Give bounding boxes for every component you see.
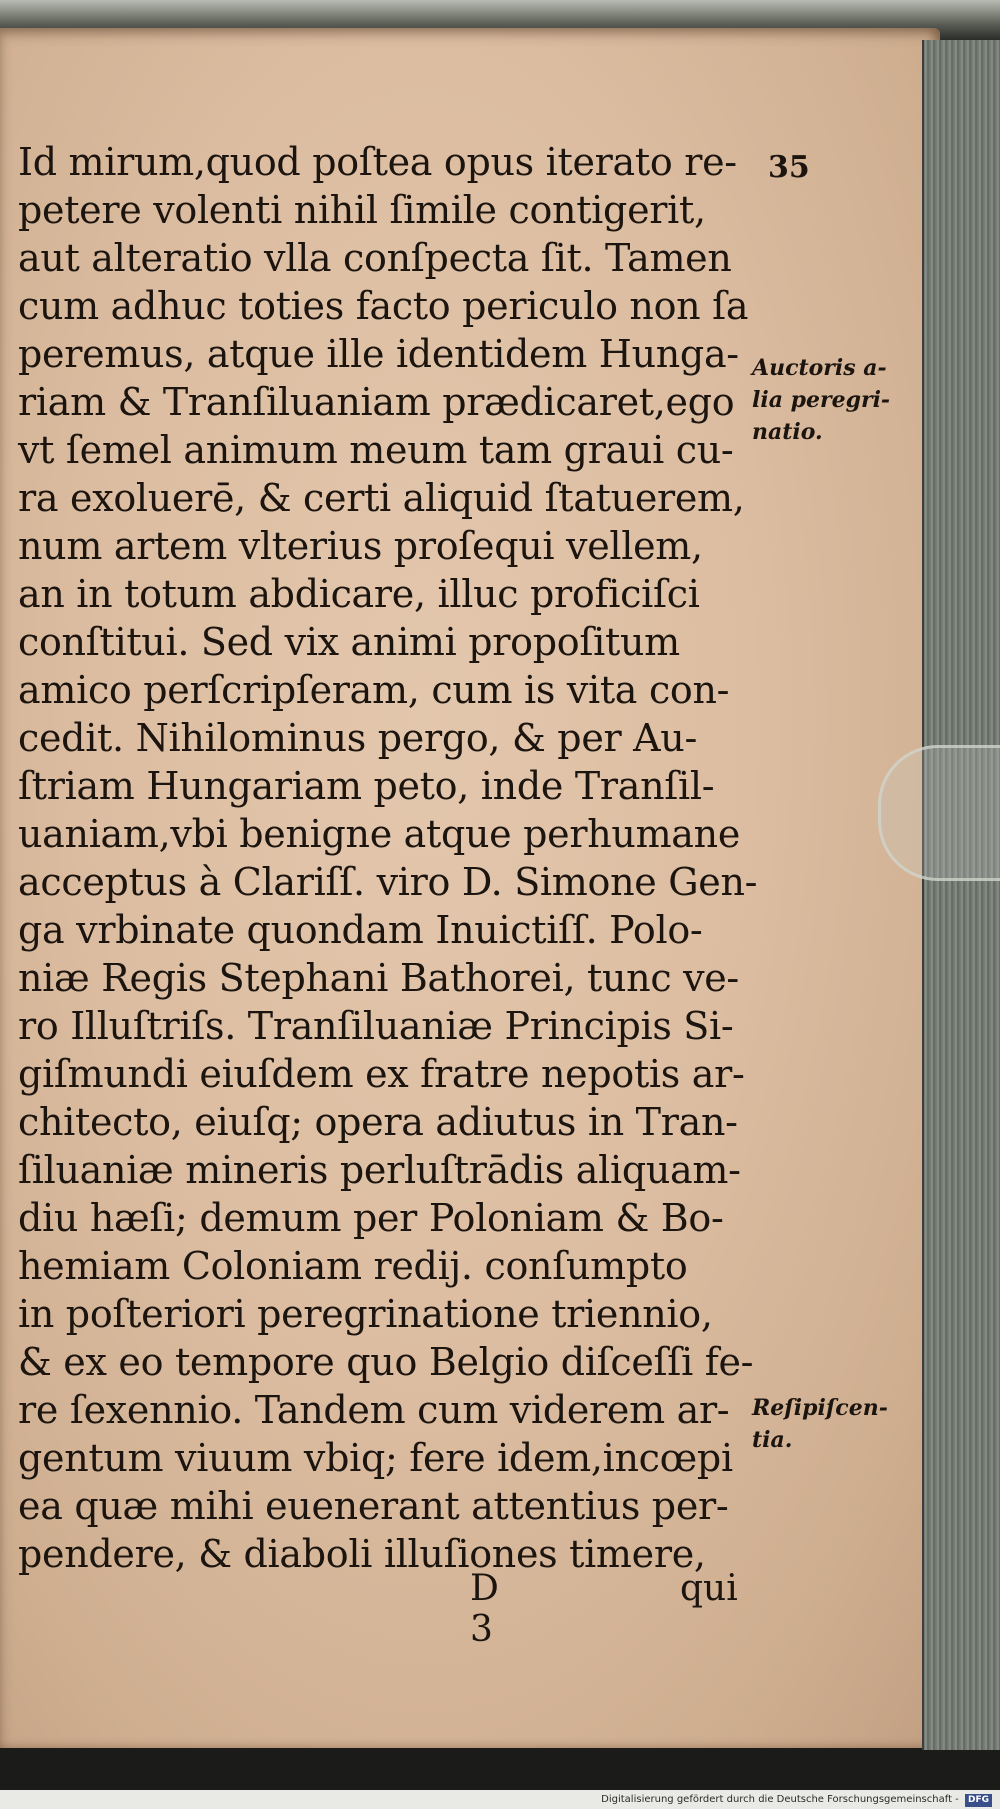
text-line: peremus, atque ille identidem Hunga- [18, 332, 739, 376]
text-line: conſtitui. Sed vix animi propoſitum [18, 620, 680, 664]
text-line: cedit. Nihilominus pergo, & per Au- [18, 716, 698, 760]
text-line: Id mirum,quod poſtea opus iterato re- [18, 140, 737, 184]
text-line: ro Illuſtriſs. Tranſiluaniæ Principis Si- [18, 1004, 734, 1048]
dfg-logo: DFG [965, 1794, 992, 1807]
text-line: & ex eo tempore quo Belgio diſceſſi fe- [18, 1340, 754, 1384]
text-line: vt ſemel animum meum tam graui cu- [18, 428, 734, 472]
margin-note-line: lia peregri- [752, 387, 891, 413]
catchword: qui [680, 1568, 738, 1609]
page-clip [878, 745, 1000, 881]
funding-credit [601, 1790, 992, 1809]
text-line: diu hæſi; demum per Poloniam & Bo- [18, 1196, 724, 1240]
signature-mark: D 3 [470, 1568, 499, 1650]
folio-number: 35 [768, 150, 810, 185]
text-line: ſtriam Hungariam peto, inde Tranſil- [18, 764, 715, 808]
margin-note-line: Reſipiſcen- [752, 1395, 888, 1421]
text-line: petere volenti nihil ſimile contigerit, [18, 188, 706, 232]
text-line: uaniam,vbi benigne atque perhumane [18, 812, 741, 856]
text-line: acceptus à Clariſſ. viro D. Simone Gen- [18, 860, 758, 904]
text-line: ea quæ mihi euenerant attentius per- [18, 1484, 729, 1528]
margin-note-peregrinatio [752, 352, 912, 448]
text-line: num artem vlterius proſequi vellem, [18, 524, 703, 568]
text-line: ra exoluerē, & certi aliquid ſtatuerem, [18, 476, 745, 520]
text-line: amico perſcripſeram, cum is vita con- [18, 668, 730, 712]
text-line: chitecto, eiuſq; opera adiutus in Tran- [18, 1100, 738, 1144]
text-line: gentum viuum vbiq; fere idem,incœpi [18, 1436, 733, 1480]
text-line: giſmundi eiuſdem ex fratre nepotis ar- [18, 1052, 745, 1096]
text-line: riam & Tranſiluaniam prædicaret,ego [18, 380, 735, 424]
text-line: ga vrbinate quondam Inuictiſſ. Polo- [18, 908, 703, 952]
text-line: niæ Regis Stephani Bathorei, tunc ve- [18, 956, 739, 1000]
margin-note-line: natio. [752, 419, 823, 445]
text-line: in poſteriori peregrinatione triennio, [18, 1292, 713, 1336]
text-line: aut alteratio vlla conſpecta ſit. Tamen [18, 236, 732, 280]
text-line: re ſexennio. Tandem cum viderem ar- [18, 1388, 730, 1432]
text-line: cum adhuc toties facto periculo non ſa [18, 284, 749, 328]
margin-note-line: Auctoris a- [752, 355, 887, 381]
text-line: pendere, & diaboli illuſiones timere, [18, 1532, 706, 1576]
funding-credit-text: Digitalisierung gefördert durch die Deutsche Forschungsgemeinschaft - [601, 1794, 959, 1805]
page-edges [922, 40, 1000, 1750]
text-line: an in totum abdicare, illuc proficiſci [18, 572, 700, 616]
margin-note-line: tia. [752, 1427, 793, 1453]
text-line: hemiam Coloniam redij. conſumpto [18, 1244, 688, 1288]
margin-note-resipiscentia [752, 1392, 912, 1456]
text-line: ſiluaniæ mineris perluſtrādis aliquam- [18, 1148, 741, 1192]
